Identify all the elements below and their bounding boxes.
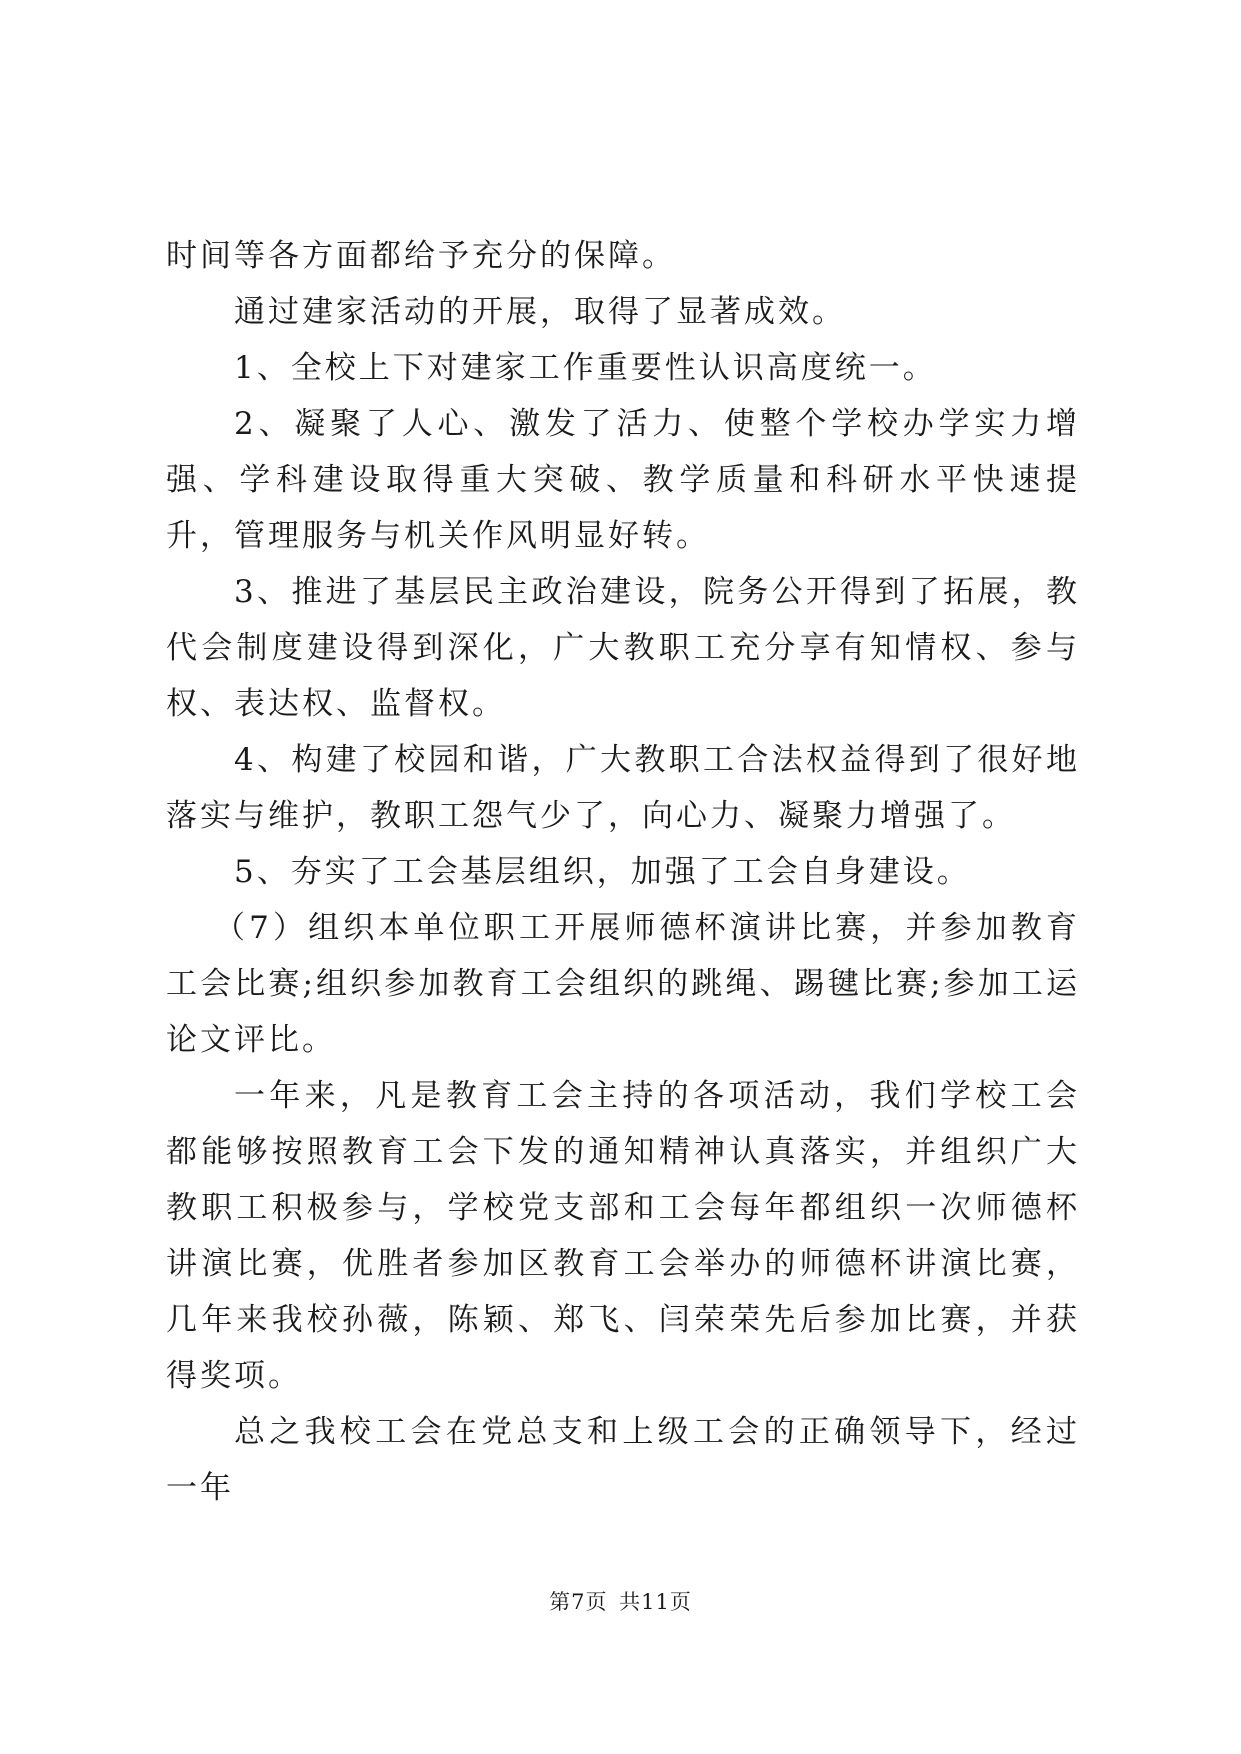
paragraph-year-summary: 一年来，凡是教育工会主持的各项活动，我们学校工会都能够按照教育工会下发的通知精神认真落实，并组织广大教职工积极参与，学校党支部和工会每年都组织一次师德杯讲演比赛，优胜者参加区教育工会举办的师德杯讲演比赛，几年来我校孙薇，陈颖、郑飞、闫荣荣先后参加比赛，并获得奖项。 [166, 1078, 1080, 1394]
paragraph-results-intro: 通过建家活动的开展，取得了显著成效。 [234, 294, 846, 330]
paragraph-item-7: （7）组织本单位职工开展师德杯演讲比赛，并参加教育工会比赛;组织参加教育工会组织的跳绳、踢毽比赛;参加工运论文评比。 [166, 910, 1080, 1058]
page-number: 第7页 [549, 1590, 608, 1614]
paragraph-conclusion: 总之我校工会在党总支和上级工会的正确领导下，经过一年 [166, 1414, 1080, 1506]
document-body [166, 228, 1080, 1516]
page-footer [0, 1586, 1241, 1616]
paragraph-item-5: 5、夯实了工会基层组织，加强了工会自身建设。 [234, 854, 971, 890]
paragraph-item-2: 2、凝聚了人心、激发了活力、使整个学校办学实力增强、学科建设取得重大突破、教学质量和科研水平快速提升，管理服务与机关作风明显好转。 [166, 406, 1080, 554]
paragraph-continuation: 时间等各方面都给予充分的保障。 [166, 238, 676, 274]
paragraph-item-4: 4、构建了校园和谐，广大教职工合法权益得到了很好地落实与维护，教职工怨气少了，向心力、凝聚力增强了。 [166, 742, 1080, 834]
page-total: 共11页 [619, 1590, 692, 1614]
paragraph-item-3: 3、推进了基层民主政治建设，院务公开得到了拓展，教代会制度建设得到深化，广大教职工充分享有知情权、参与权、表达权、监督权。 [166, 574, 1080, 722]
paragraph-item-1: 1、全校上下对建家工作重要性认识高度统一。 [234, 350, 937, 386]
